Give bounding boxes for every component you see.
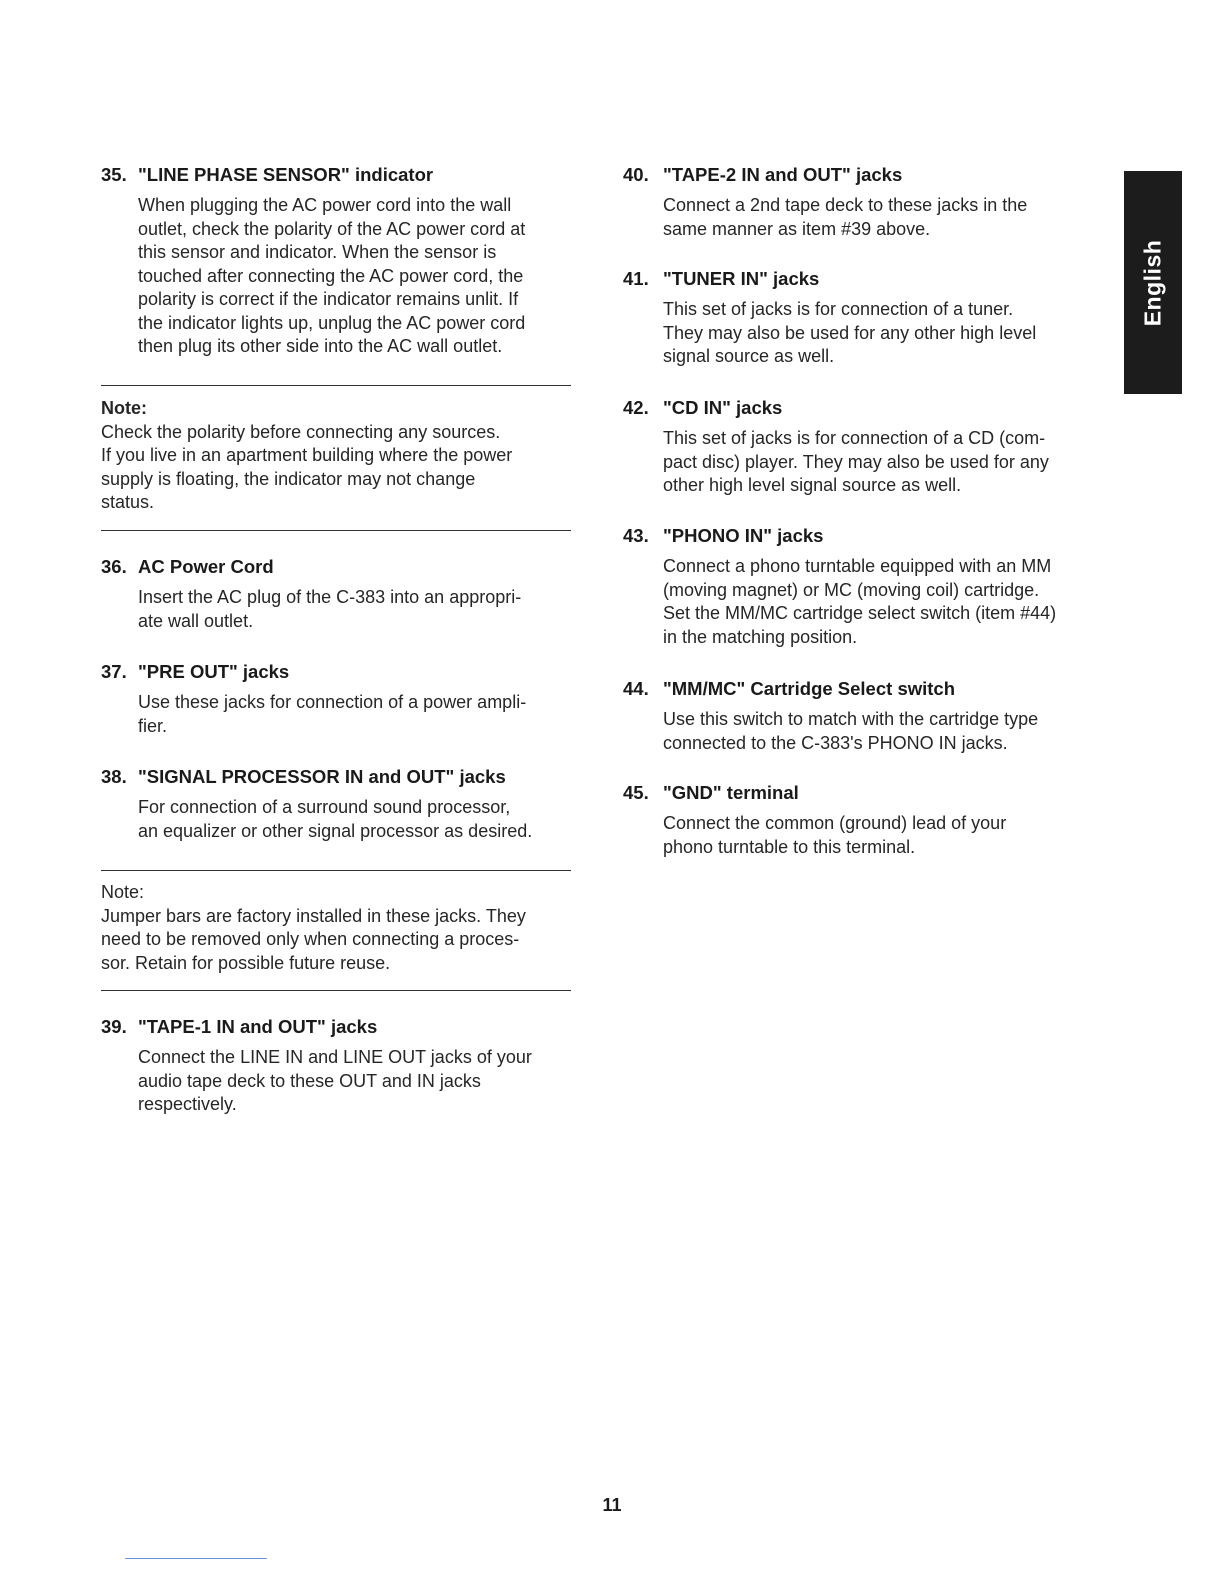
text-line: Insert the AC plug of the C-383 into an appropri- bbox=[138, 587, 522, 607]
item-description bbox=[663, 194, 1103, 241]
item-title: "LINE PHASE SENSOR" indicator bbox=[138, 164, 434, 185]
item-description bbox=[663, 708, 1103, 755]
text-line: Connect the common (ground) lead of your bbox=[663, 813, 1007, 833]
note-jumper-bars bbox=[101, 881, 571, 975]
item-description bbox=[663, 298, 1103, 369]
text-line: This set of jacks is for connection of a CD (com- bbox=[663, 428, 1046, 448]
footer-rule bbox=[125, 1558, 267, 1559]
text-line: pact disc) player. They may also be used for any bbox=[663, 451, 1049, 472]
item-44 bbox=[623, 677, 1103, 755]
item-title: "CD IN" jacks bbox=[663, 397, 783, 418]
item-heading bbox=[101, 555, 571, 579]
item-number: 40. bbox=[623, 164, 649, 185]
text-line: touched after connecting the AC power cord, the bbox=[138, 265, 524, 286]
item-number: 43. bbox=[623, 525, 649, 546]
text-line: status. bbox=[101, 492, 155, 512]
text-line: audio tape deck to these OUT and IN jacks bbox=[138, 1070, 481, 1091]
note-label: Note: bbox=[101, 882, 145, 902]
item-number: 38. bbox=[101, 766, 127, 787]
item-heading bbox=[623, 524, 1103, 548]
text-line: Connect a phono turntable equipped with an MM bbox=[663, 556, 1052, 576]
item-number: 41. bbox=[623, 268, 649, 289]
note-divider bbox=[101, 990, 571, 991]
text-line: need to be removed only when connecting a proces- bbox=[101, 929, 520, 949]
text-line: Set the MM/MC cartridge select switch (item #44) bbox=[663, 603, 1057, 623]
item-heading bbox=[623, 781, 1103, 805]
item-38 bbox=[101, 765, 571, 843]
item-heading bbox=[101, 765, 571, 789]
item-number: 39. bbox=[101, 1016, 127, 1037]
text-line: ate wall outlet. bbox=[138, 610, 254, 631]
text-line: respectively. bbox=[138, 1094, 237, 1114]
text-line: the indicator lights up, unplug the AC power cord bbox=[138, 312, 526, 333]
text-line: Use these jacks for connection of a power ampli- bbox=[138, 692, 527, 712]
item-description bbox=[138, 194, 571, 359]
item-heading bbox=[101, 1015, 571, 1039]
note-polarity bbox=[101, 397, 571, 515]
item-number: 35. bbox=[101, 164, 127, 185]
text-line: outlet, check the polarity of the AC power cord at bbox=[138, 218, 526, 239]
text-line: other high level signal source as well. bbox=[663, 475, 962, 495]
text-line: If you live in an apartment building where the power bbox=[101, 445, 513, 465]
item-title: "GND" terminal bbox=[663, 782, 799, 803]
item-number: 42. bbox=[623, 397, 649, 418]
language-tab-label: English bbox=[1139, 239, 1166, 326]
note-divider bbox=[101, 870, 571, 871]
item-description bbox=[663, 555, 1103, 649]
text-line: Jumper bars are factory installed in these jacks. They bbox=[101, 905, 526, 926]
text-line: signal source as well. bbox=[663, 346, 835, 366]
text-line: (moving magnet) or MC (moving coil) cartridge. bbox=[663, 579, 1040, 600]
item-description bbox=[663, 812, 1103, 859]
text-line: They may also be used for any other high level bbox=[663, 322, 1037, 343]
item-description bbox=[138, 586, 571, 633]
item-36 bbox=[101, 555, 571, 633]
item-title: "PHONO IN" jacks bbox=[663, 525, 824, 546]
item-35 bbox=[101, 163, 571, 359]
text-line: then plug its other side into the AC wall outlet. bbox=[138, 336, 503, 356]
item-42 bbox=[623, 396, 1103, 498]
note-label: Note: bbox=[101, 398, 147, 418]
text-line: fier. bbox=[138, 715, 168, 736]
text-line: Check the polarity before connecting any sources. bbox=[101, 421, 501, 442]
item-heading bbox=[101, 163, 571, 187]
item-43 bbox=[623, 524, 1103, 649]
text-line: phono turntable to this terminal. bbox=[663, 836, 916, 857]
text-line: This set of jacks is for connection of a tuner. bbox=[663, 299, 1014, 319]
item-title: AC Power Cord bbox=[138, 556, 274, 577]
item-heading bbox=[623, 677, 1103, 701]
item-heading bbox=[623, 396, 1103, 420]
item-number: 37. bbox=[101, 661, 127, 682]
item-number: 36. bbox=[101, 556, 127, 577]
item-heading bbox=[623, 163, 1103, 187]
item-title: "SIGNAL PROCESSOR IN and OUT" jacks bbox=[138, 766, 506, 787]
text-line: When plugging the AC power cord into the wall bbox=[138, 195, 512, 215]
text-line: supply is floating, the indicator may not change bbox=[101, 468, 476, 489]
text-line: For connection of a surround sound processor, bbox=[138, 797, 511, 817]
item-title: "PRE OUT" jacks bbox=[138, 661, 290, 682]
item-41 bbox=[623, 267, 1103, 369]
item-description bbox=[663, 427, 1103, 498]
item-heading bbox=[101, 660, 571, 684]
text-line: Use this switch to match with the cartridge type bbox=[663, 709, 1039, 729]
page-number: 11 bbox=[602, 1495, 622, 1515]
item-40 bbox=[623, 163, 1103, 241]
text-line: polarity is correct if the indicator remains unlit. If bbox=[138, 289, 519, 309]
text-line: Connect the LINE IN and LINE OUT jacks of your bbox=[138, 1047, 532, 1067]
item-37 bbox=[101, 660, 571, 738]
text-line: in the matching position. bbox=[663, 626, 858, 647]
item-heading bbox=[623, 267, 1103, 291]
text-line: same manner as item #39 above. bbox=[663, 218, 931, 239]
note-divider bbox=[101, 385, 571, 386]
note-divider bbox=[101, 530, 571, 531]
item-45 bbox=[623, 781, 1103, 859]
language-tab bbox=[1124, 171, 1182, 394]
text-line: this sensor and indicator. When the sensor is bbox=[138, 242, 497, 262]
text-line: sor. Retain for possible future reuse. bbox=[101, 952, 391, 973]
item-title: "TUNER IN" jacks bbox=[663, 268, 820, 289]
item-title: "TAPE-2 IN and OUT" jacks bbox=[663, 164, 903, 185]
text-line: Connect a 2nd tape deck to these jacks in the bbox=[663, 195, 1028, 215]
item-number: 44. bbox=[623, 678, 649, 699]
item-number: 45. bbox=[623, 782, 649, 803]
item-description bbox=[138, 1046, 571, 1117]
item-39 bbox=[101, 1015, 571, 1117]
item-description bbox=[138, 691, 571, 738]
item-title: "MM/MC" Cartridge Select switch bbox=[663, 678, 956, 699]
item-description bbox=[138, 796, 571, 843]
text-line: an equalizer or other signal processor as desired. bbox=[138, 820, 533, 841]
item-title: "TAPE-1 IN and OUT" jacks bbox=[138, 1016, 378, 1037]
text-line: connected to the C-383's PHONO IN jacks. bbox=[663, 732, 1008, 753]
